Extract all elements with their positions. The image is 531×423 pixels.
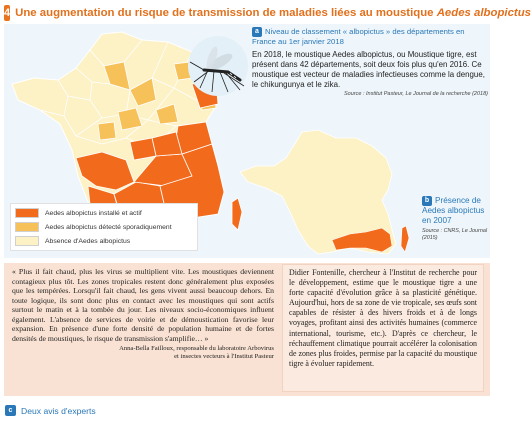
legend-item-absent: Absence d'Aedes albopictus bbox=[15, 234, 193, 248]
quote-fontenille: Didier Fontenille, chercheur à l'Institut de recherche pour le développement, estime que le moustique tigre a une forte capacité d'évolution grâce à sa plasticité génétique. Aujourd'hui, hors de sa zone de vie tropicale, ses œufs sont capables de résister à des hivers froids et à de longs voyages, profitant ainsi des activités humaines (commerce international, tourisme, etc.). D'après ce chercheur, le réchauffement climatique pourrait accélérer la colonisation de zones plus froides, permise par la capacité du moustique tigre à évoluer rapidement. bbox=[282, 264, 484, 392]
legend-item-sporadic: Aedes albopictus détecté sporadiquement bbox=[15, 220, 193, 234]
corsica-2007 bbox=[401, 226, 409, 252]
document-title bbox=[4, 3, 531, 23]
title-text: Une augmentation du risque de transmission de maladies liées au moustique Aedes albopictus bbox=[15, 7, 531, 19]
quote-failloux bbox=[12, 267, 274, 361]
footer-label: Deux avis d'experts bbox=[21, 405, 96, 416]
badge-b: b bbox=[422, 196, 432, 206]
panel-a-heading: a Niveau de classement « albopictus » des départements en France au 1er janvier 2018 bbox=[252, 27, 465, 47]
quote-failloux-signature: Anna-Bella Failloux, responsable du laboratoire Arbovirus et insectes vecteurs à l'Institut Pasteur bbox=[119, 345, 274, 360]
legend-swatch-absent bbox=[15, 236, 39, 246]
legend-swatch-sporadic bbox=[15, 222, 39, 232]
panel-b bbox=[422, 196, 492, 242]
badge-a: a bbox=[252, 27, 262, 37]
section-number: 4 bbox=[4, 7, 11, 19]
panel-a bbox=[252, 27, 488, 97]
panel-a-source: Source : Institut Pasteur, Le Journal de la recherche (2018) bbox=[344, 91, 488, 98]
mosquito-icon bbox=[188, 36, 248, 96]
footer-caption bbox=[5, 405, 96, 416]
legend-item-installed: Aedes albopictus installé et actif bbox=[15, 206, 193, 220]
badge-c: c bbox=[5, 405, 16, 416]
legend-swatch-installed bbox=[15, 208, 39, 218]
panel-b-heading: b Présence de Aedes albopictus en 2007 bbox=[422, 196, 485, 226]
panel-a-body: En 2018, le moustique Aedes albopictus, ou Moustique tigre, est présent dans 42 départements, soit deux fois plus qu'en 2016. Ce moustique est vecteur de maladies infectieuses comme la dengue, le chikungunya et le zika. bbox=[252, 50, 485, 90]
quote-failloux-text: « Plus il fait chaud, plus les virus se multiplient vite. Les moustiques deviennent contagieux plus tôt. Les zones tropicales restent donc généralement plus exposées que les tempérées. Lorsqu'il fait chaud, les gens vivent aussi beaucoup dehors. En toute logique, ils sont donc plus en contact avec les moustiques qui sont actifs surtout le matin et à la tombée du jour. Les niveaux socio-économiques influent également. L'absence de services de voirie et de démoustication favorise leur expansion. En présence d'une forte densité de population humaine et de fortes densités de moustiques, le risque de transmission s'amplifie… » bbox=[12, 267, 274, 343]
map-legend bbox=[10, 203, 198, 251]
panel-b-source: Source : CNRS, Le Journal (2015) bbox=[422, 228, 488, 242]
france-map-2007 bbox=[232, 128, 414, 258]
